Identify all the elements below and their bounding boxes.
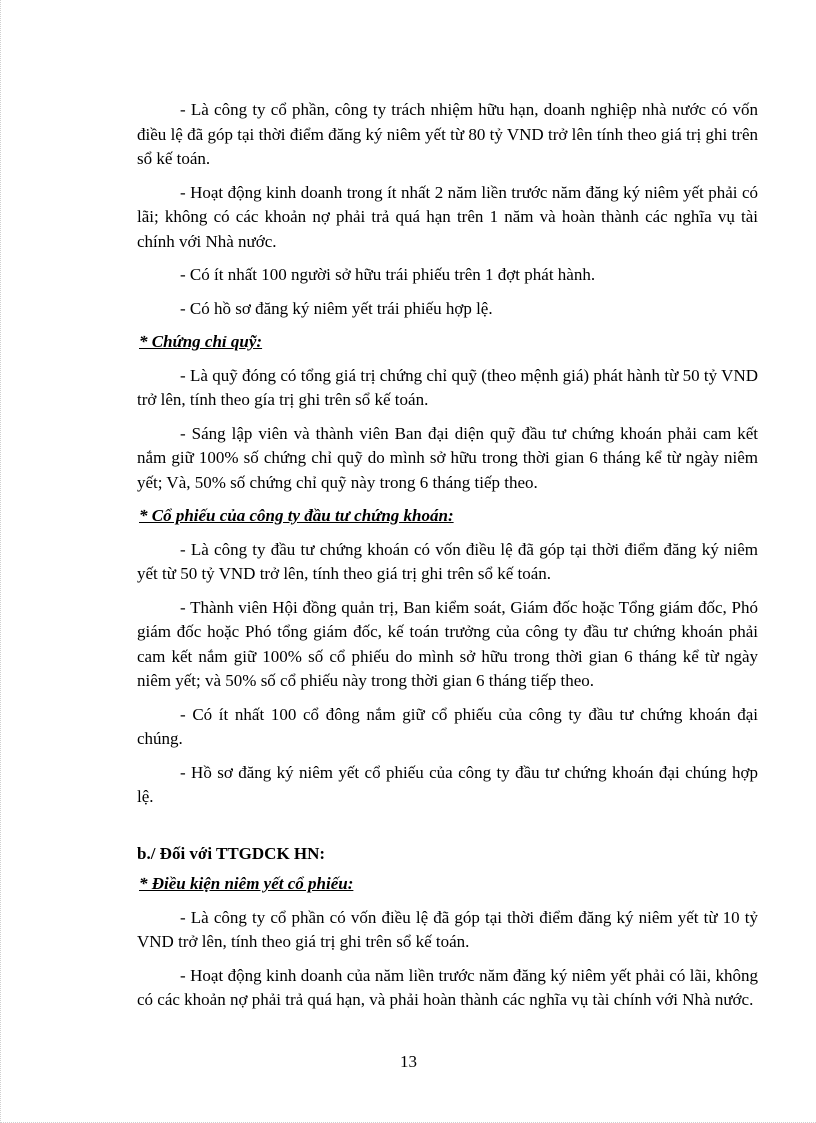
fund-condition-commitment: - Sáng lập viên và thành viên Ban đại diện quỹ đầu tư chứng khoán phải cam kết nắm giữ 100% số chứng chỉ quỹ do mình sở hữu trong thời gian 6 tháng kể từ ngày niêm yết; Và, 50% số chứng chỉ quỹ này trong 6 tháng tiếp theo.: [137, 423, 758, 492]
heading-fund-certificates: * Chứng chỉ quỹ:: [139, 332, 263, 351]
heading-investment-company-shares: * Cổ phiếu của công ty đầu tư chứng khoán:: [139, 506, 454, 525]
bond-condition-profit: - Hoạt động kinh doanh trong ít nhất 2 năm liền trước năm đăng ký niêm yết phải có lãi; không có các khoản nợ phải trả quá hạn trên 1 năm và hoàn thành các nghĩa vụ tài chính với Nhà nước.: [137, 182, 758, 251]
heading-listing-conditions: * Điều kiện niêm yết cổ phiếu:: [139, 874, 354, 893]
investment-condition-dossier: - Hồ sơ đăng ký niêm yết cổ phiếu của công ty đầu tư chứng khoán đại chúng hợp lệ.: [137, 762, 758, 806]
listing-condition-capital: - Là công ty cổ phần có vốn điều lệ đã góp tại thời điểm đăng ký niêm yết từ 10 tỷ VND trở lên, tính theo giá trị ghi trên sổ kế toán.: [137, 907, 758, 951]
page-number: 13: [400, 1052, 417, 1071]
bond-condition-dossier: - Có hồ sơ đăng ký niêm yết trái phiếu hợp lệ.: [180, 298, 493, 318]
investment-condition-capital: - Là công ty đầu tư chứng khoán có vốn điều lệ đã góp tại thời điểm đăng ký niêm yết từ 50 tỷ VND trở lên, tính theo giá trị ghi trên sổ kế toán.: [137, 539, 758, 583]
listing-condition-profit: - Hoạt động kinh doanh của năm liền trước năm đăng ký niêm yết phải có lãi, không có các khoản nợ phải trả quá hạn, và phải hoàn thành các nghĩa vụ tài chính với Nhà nước.: [137, 965, 758, 1009]
bond-condition-holders: - Có ít nhất 100 người sở hữu trái phiếu trên 1 đợt phát hành.: [180, 265, 596, 284]
section-b-title: b./ Đối với TTGDCK HN:: [137, 843, 326, 863]
bond-condition-capital: - Là công ty cổ phần, công ty trách nhiệm hữu hạn, doanh nghiệp nhà nước có vốn điều lệ đã góp tại thời điểm đăng ký niêm yết từ 80 tỷ VND trở lên tính theo giá trị ghi trên sổ kế toán.: [137, 100, 758, 168]
investment-condition-commitment: - Thành viên Hội đồng quản trị, Ban kiểm soát, Giám đốc hoặc Tổng giám đốc, Phó giám đốc hoặc Phó tổng giám đốc, kế toán trưởng của công ty đầu tư chứng khoán phải cam kết nắm giữ 100% số cổ phiếu do mình sở hữu trong thời gian 6 tháng kể từ ngày niêm yết; và 50% số cổ phiếu này trong thời gian 6 tháng tiếp theo.: [137, 597, 758, 690]
fund-condition-value: - Là quỹ đóng có tổng giá trị chứng chỉ quỹ (theo mệnh giá) phát hành từ 50 tỷ VND trở lên, tính theo gía trị ghi trên sổ kế toán.: [137, 365, 758, 409]
page-content: [137, 98, 758, 1022]
investment-condition-shareholders: - Có ít nhất 100 cổ đông nắm giữ cổ phiếu của công ty đầu tư chứng khoán đại chúng.: [137, 704, 758, 748]
